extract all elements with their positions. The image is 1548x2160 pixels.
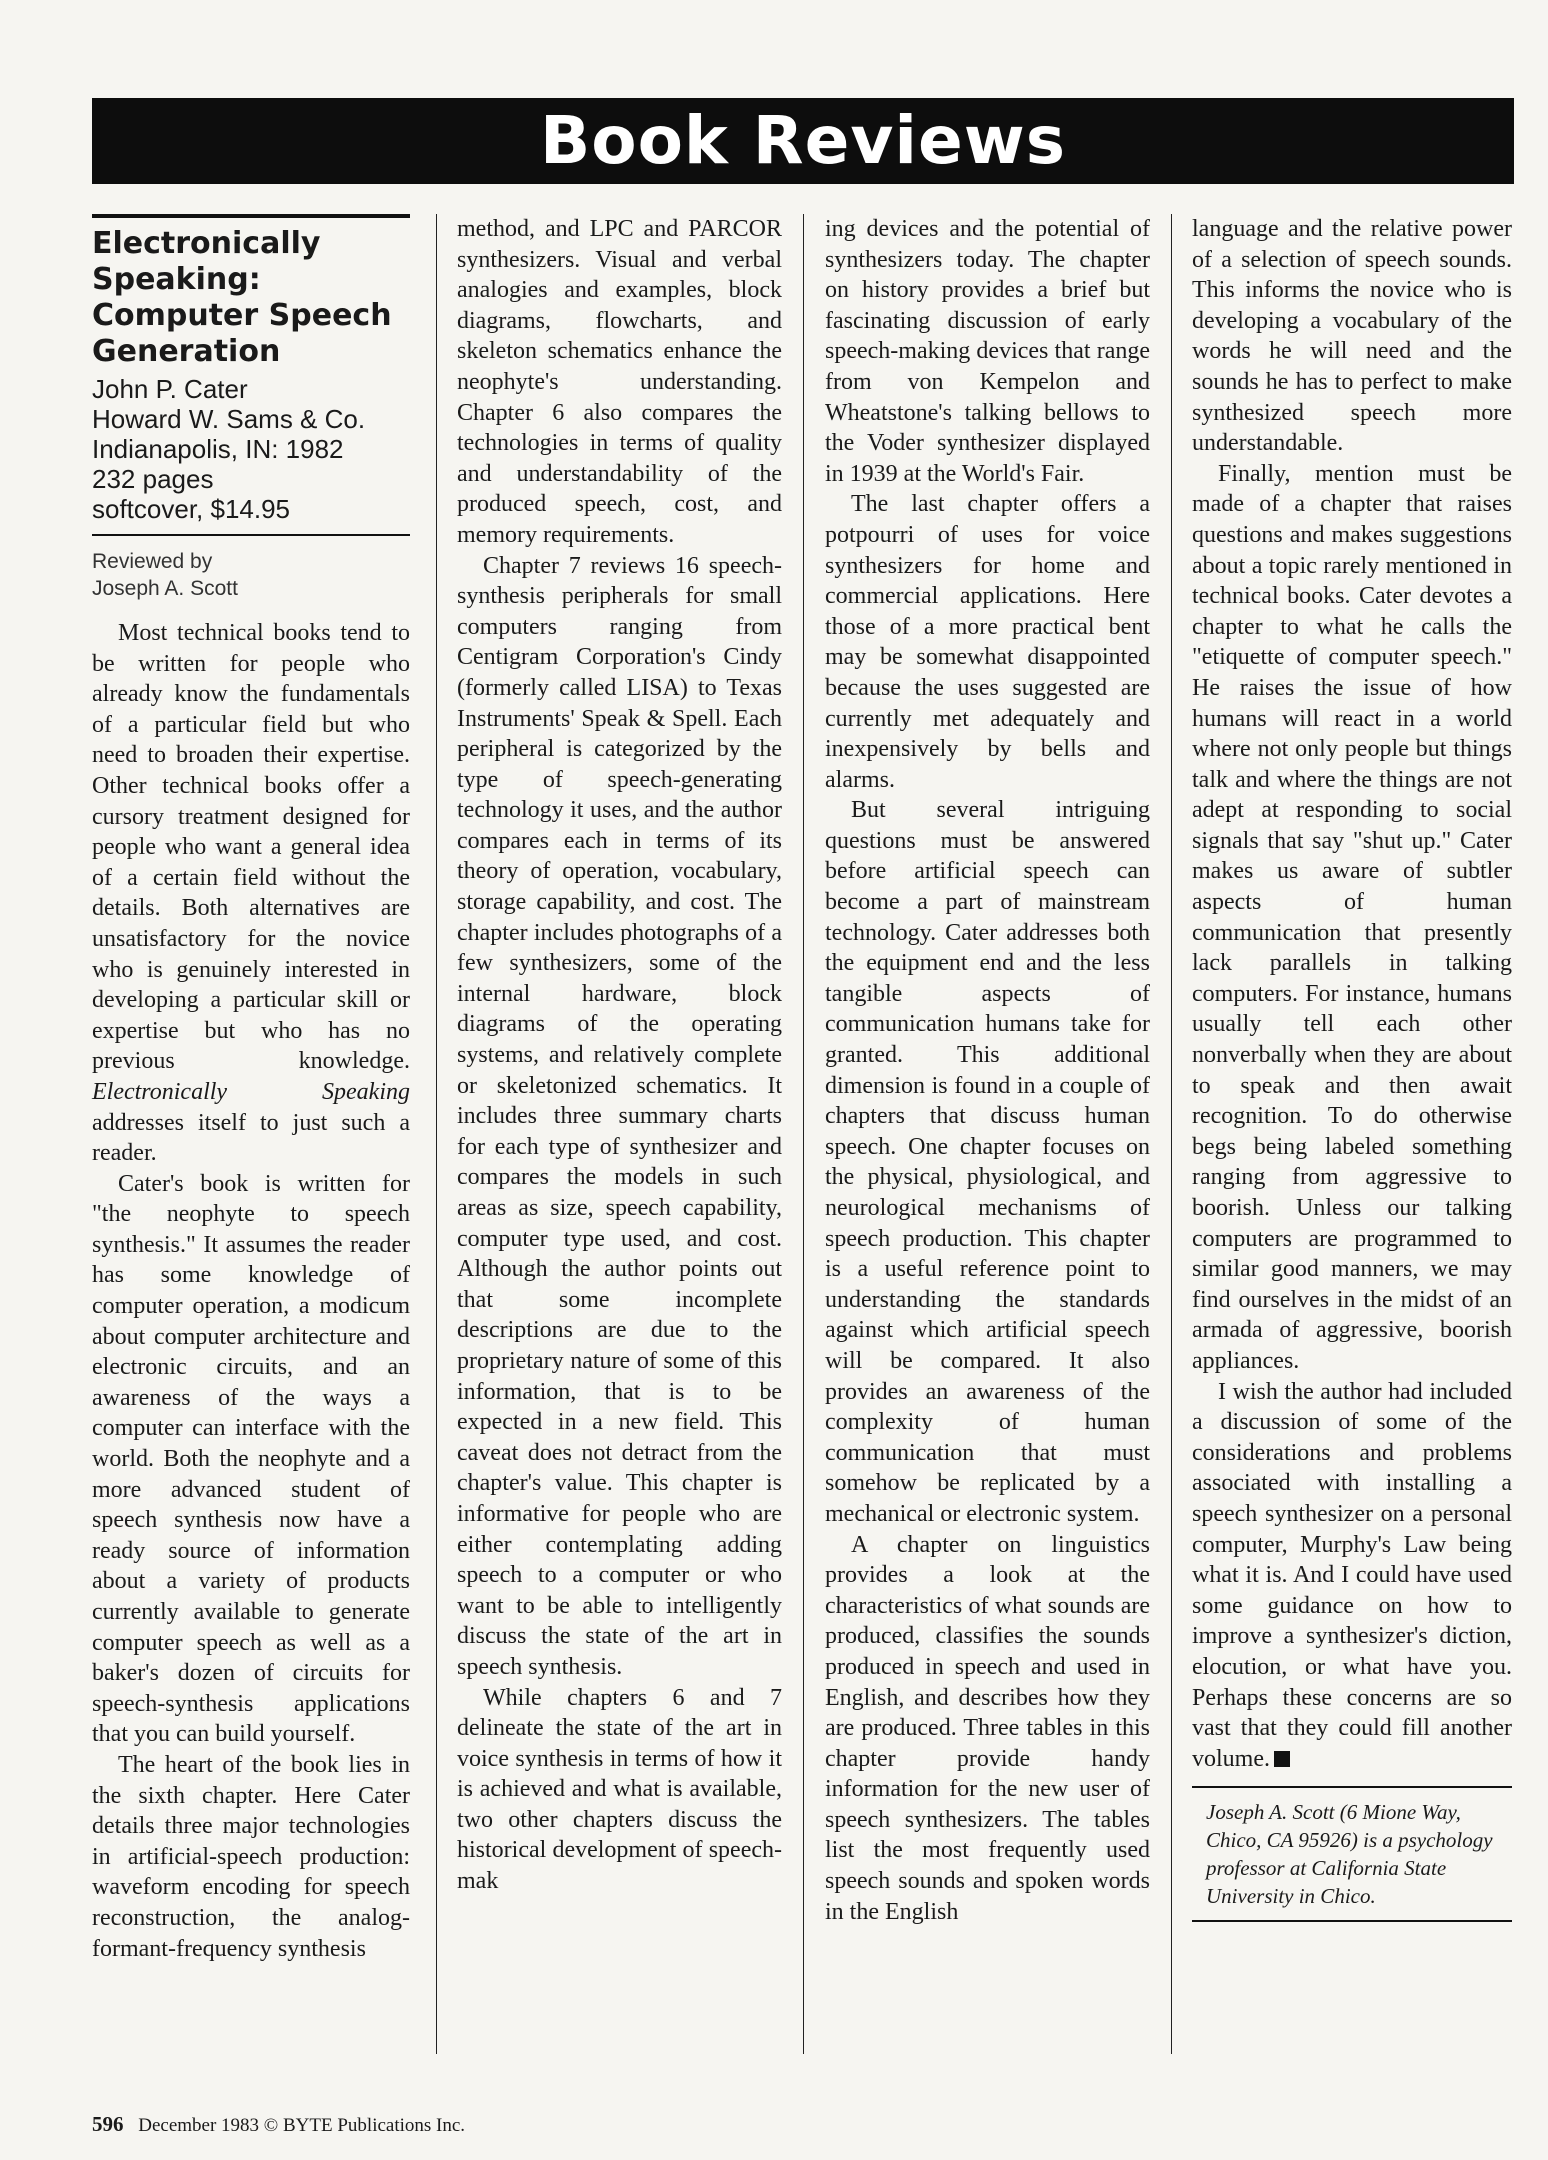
paragraph: The heart of the book lies in the sixth chapter. Here Cater details three major technologies in artificial-speech production: waveform encoding for speech reconstruction, the analog-formant-frequency synthesis — [92, 1751, 410, 1962]
divider — [92, 534, 410, 536]
paragraph: The last chapter offers a potpourri of uses for voice synthesizers for home and commercial applications. Here those of a more practical bent may be somewhat disappointed because the uses suggested are currently met adequately and inexpensively by bells and alarms. — [825, 491, 1150, 793]
paragraph: While chapters 6 and 7 delineate the state of the art in voice synthesis in terms of how it is achieved and what is available, two other chapters discuss the historical development of speech-mak — [457, 1684, 782, 1895]
paragraph-text: addresses itself to just such a reader. — [92, 1109, 410, 1167]
column-2 — [457, 214, 782, 1897]
paragraph: Finally, mention must be made of a chapter that raises questions and makes suggestions about a topic rarely mentioned in technical books. Cater devotes a chapter to what he calls the "etiquette of computer speech." He raises the issue of how humans will react in a world where not only people but things talk and where the things are not adept at responding to social signals that say "shut up." Cater makes us aware of subtler aspects of human communication that presently lack parallels in talking computers. For instance, humans usually tell each other nonverbally when they are about to speak and then await recognition. To do otherwise begs being labeled something ranging from aggressive to boorish. Unless our talking computers are programmed to similar good manners, we may find ourselves in the midst of an armada of aggressive, boorish appliances. — [1192, 460, 1512, 1374]
column-3 — [825, 214, 1150, 1927]
book-publisher: Howard W. Sams & Co. — [92, 404, 366, 434]
reviewer-credit — [92, 548, 410, 602]
column-rule — [803, 214, 804, 2054]
end-mark-icon — [1274, 1751, 1290, 1767]
footer-text: December 1983 © BYTE Publications Inc. — [138, 2115, 466, 2136]
paragraph: A chapter on linguistics provides a look at the characteristics of what sounds are produced, classifies the sounds produced in speech and used in English, and describes how they are produced. Three tables in this chapter provide handy information for the new user of speech synthesizers. The tables list the most frequently used speech sounds and spoken words in the English — [825, 1531, 1150, 1925]
paragraph — [92, 618, 410, 1169]
book-pages: 232 pages — [92, 464, 214, 494]
paragraph: Cater's book is written for "the neophyte to speech synthesis." It assumes the reader has some knowledge of computer operation, a modicum about computer architecture and electronic circuits, and an awareness of the ways a computer can interface with the world. Both the neophyte and a more advanced student of speech synthesis now have a ready source of information about a variety of products currently available to generate computer speech as well as a baker's dozen of circuits for speech-synthesis applications that you can build yourself. — [92, 1170, 410, 1748]
paragraph: ing devices and the potential of synthesizers today. The chapter on history provides a brief but fascinating discussion of early speech-making devices that range from von Kempelon and Wheatstone's talking bellows to the Voder synthesizer displayed in 1939 at the World's Fair. — [825, 216, 1150, 487]
paragraph-text: I wish the author had included a discussion of some of the considerations and problems associated with installing a speech synthesizer on a personal computer, Murphy's Law being what it is. And I could have used some guidance on how to improve a synthesizer's diction, elocution, or what have you. Perhaps these concerns are so vast that they could fill another volume. — [1192, 1378, 1512, 1772]
column-rule — [436, 214, 437, 2054]
column-4 — [1192, 214, 1512, 1922]
column-rule — [1171, 214, 1172, 2054]
paragraph: language and the relative power of a selection of speech sounds. This informs the novice who is developing a vocabulary of the words he will need and the sounds he has to perfect to make synthesized speech more understandable. — [1192, 216, 1512, 457]
paragraph-text: Most technical books tend to be written for people who already know the fundamentals of a particular field but who need to broaden their expertise. Other technical books offer a cursory treatment designed for people who want a general idea of a certain field without the details. Both alternatives are unsatisfactory for the novice who is genuinely interested in developing a particular skill or expertise but who has no previous knowledge. — [92, 620, 410, 1075]
column-1 — [92, 214, 410, 1964]
paragraph — [1192, 1377, 1512, 1775]
page-number: 596 — [92, 2112, 124, 2136]
book-title: Electronically Speaking: Computer Speech Generation — [92, 226, 392, 369]
book-place: Indianapolis, IN: 1982 — [92, 434, 344, 464]
section-banner: Book Reviews — [92, 98, 1514, 184]
page-footer — [92, 2112, 465, 2137]
book-title-inline: Electronically Speaking — [92, 1078, 410, 1105]
book-author: John P. Cater — [92, 374, 248, 404]
reviewer-name: Joseph A. Scott — [92, 577, 238, 600]
paragraph: But several intriguing questions must be answered before artificial speech can become a part of mainstream technology. Cater addresses both the equipment end and the less tangible aspects of communication humans take for granted. This additional dimension is found in a couple of chapters that discuss human speech. One chapter focuses on the physical, physiological, and neurological mechanisms of speech production. This chapter is a useful reference point to understanding the standards against which artificial speech will be compared. It also provides an awareness of the complexity of human communication that must somehow be replicated by a mechanical or electronic system. — [825, 797, 1150, 1527]
reviewer-bio: Joseph A. Scott (6 Mione Way, Chico, CA 95926) is a psychology professor at California State University in Chico. — [1206, 1800, 1493, 1909]
header-rule — [92, 214, 410, 218]
reviewed-by-label: Reviewed by — [92, 550, 213, 573]
book-price: softcover, $14.95 — [92, 494, 291, 524]
divider — [1192, 1786, 1512, 1788]
divider — [1192, 1920, 1512, 1922]
paragraph: Chapter 7 reviews 16 speech-synthesis peripherals for small computers ranging from Centigram Corporation's Cindy (formerly called LISA) to Texas Instruments' Speak & Spell. Each peripheral is categorized by the type of speech-generating technology it uses, and the author compares each in terms of its theory of operation, vocabulary, storage capability, and cost. The chapter includes photographs of a few synthesizers, some of the internal hardware, block diagrams of the operating systems, and relatively complete or skeletonized schematics. It includes three summary charts for each type of synthesizer and compares the models in such areas as size, speech capability, computer type used, and cost. Although the author points out that some incomplete descriptions are due to the proprietary nature of some of this information, that is to be expected in a new field. This caveat does not detract from the chapter's value. This chapter is informative for people who are either contemplating adding speech to a computer or who want to be able to intelligently discuss the state of the art in speech synthesis. — [457, 552, 782, 1680]
paragraph: method, and LPC and PARCOR synthesizers. Visual and verbal analogies and examples, block diagrams, flowcharts, and skeleton schematics enhance the neophyte's understanding. Chapter 6 also compares the technologies in terms of quality and understandability of the produced speech, cost, and memory requirements. — [457, 216, 782, 548]
